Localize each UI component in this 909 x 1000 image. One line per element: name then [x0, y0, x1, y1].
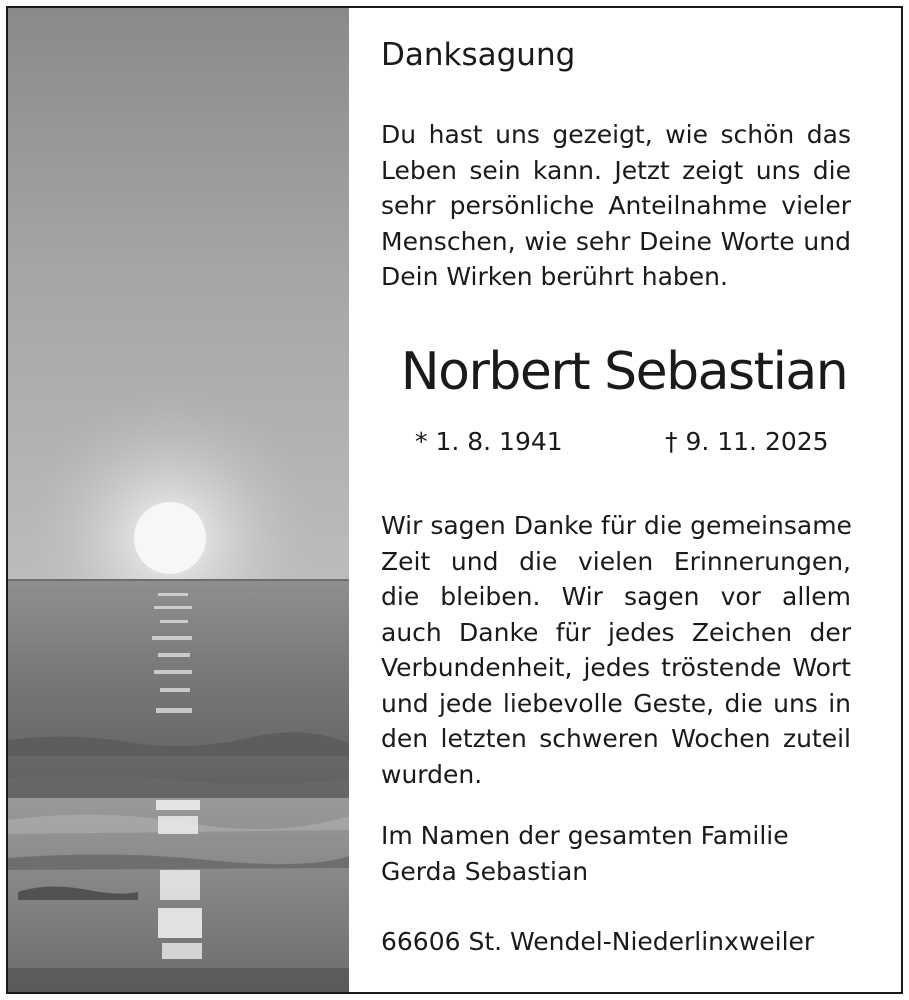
intro-line: Du hast uns gezeigt, wie schön das: [381, 120, 851, 149]
sunset-sea-photo: [8, 8, 349, 992]
intro-paragraph: [381, 117, 851, 295]
intro-line: sehr persönliche Anteilnahme vieler: [381, 191, 851, 220]
birth-date: * 1. 8. 1941: [415, 427, 563, 456]
obituary-notice: [6, 6, 903, 994]
thanks-line: Zeit und die vielen Erinnerungen,: [381, 546, 851, 576]
sunset-sea-image: [8, 8, 349, 992]
signature-line: Gerda Sebastian: [381, 856, 589, 886]
thanks-line: wurden.: [381, 759, 483, 789]
thanks-line: den letzten schweren Wochen zuteil: [381, 724, 851, 753]
life-dates: [381, 424, 851, 460]
family-address: 66606 St. Wendel-Niederlinxweiler: [381, 927, 815, 956]
intro-line: Dein Wirken berührt haben.: [381, 262, 728, 291]
thanks-paragraph: [381, 508, 851, 792]
deceased-name: Norbert Sebastian: [400, 342, 848, 402]
signature-line: Im Namen der gesamten Familie: [381, 821, 789, 850]
thanks-line: Wir sagen Danke für die gemeinsame: [381, 511, 852, 540]
death-date: † 9. 11. 2025: [665, 427, 829, 456]
intro-line: Leben sein kann. Jetzt zeigt uns die: [381, 155, 851, 185]
thanks-line: und jede liebevolle Geste, die uns in: [381, 688, 851, 718]
intro-line: Menschen, wie sehr Deine Worte und: [381, 226, 851, 256]
thanks-line: auch Danke für jedes Zeichen der: [381, 617, 851, 647]
thanks-line: die bleiben. Wir sagen vor allem: [381, 582, 851, 611]
notice-heading: Danksagung: [381, 37, 576, 73]
family-signature: [381, 818, 789, 889]
thanks-line: Verbundenheit, jedes tröstende Wort: [381, 653, 851, 682]
